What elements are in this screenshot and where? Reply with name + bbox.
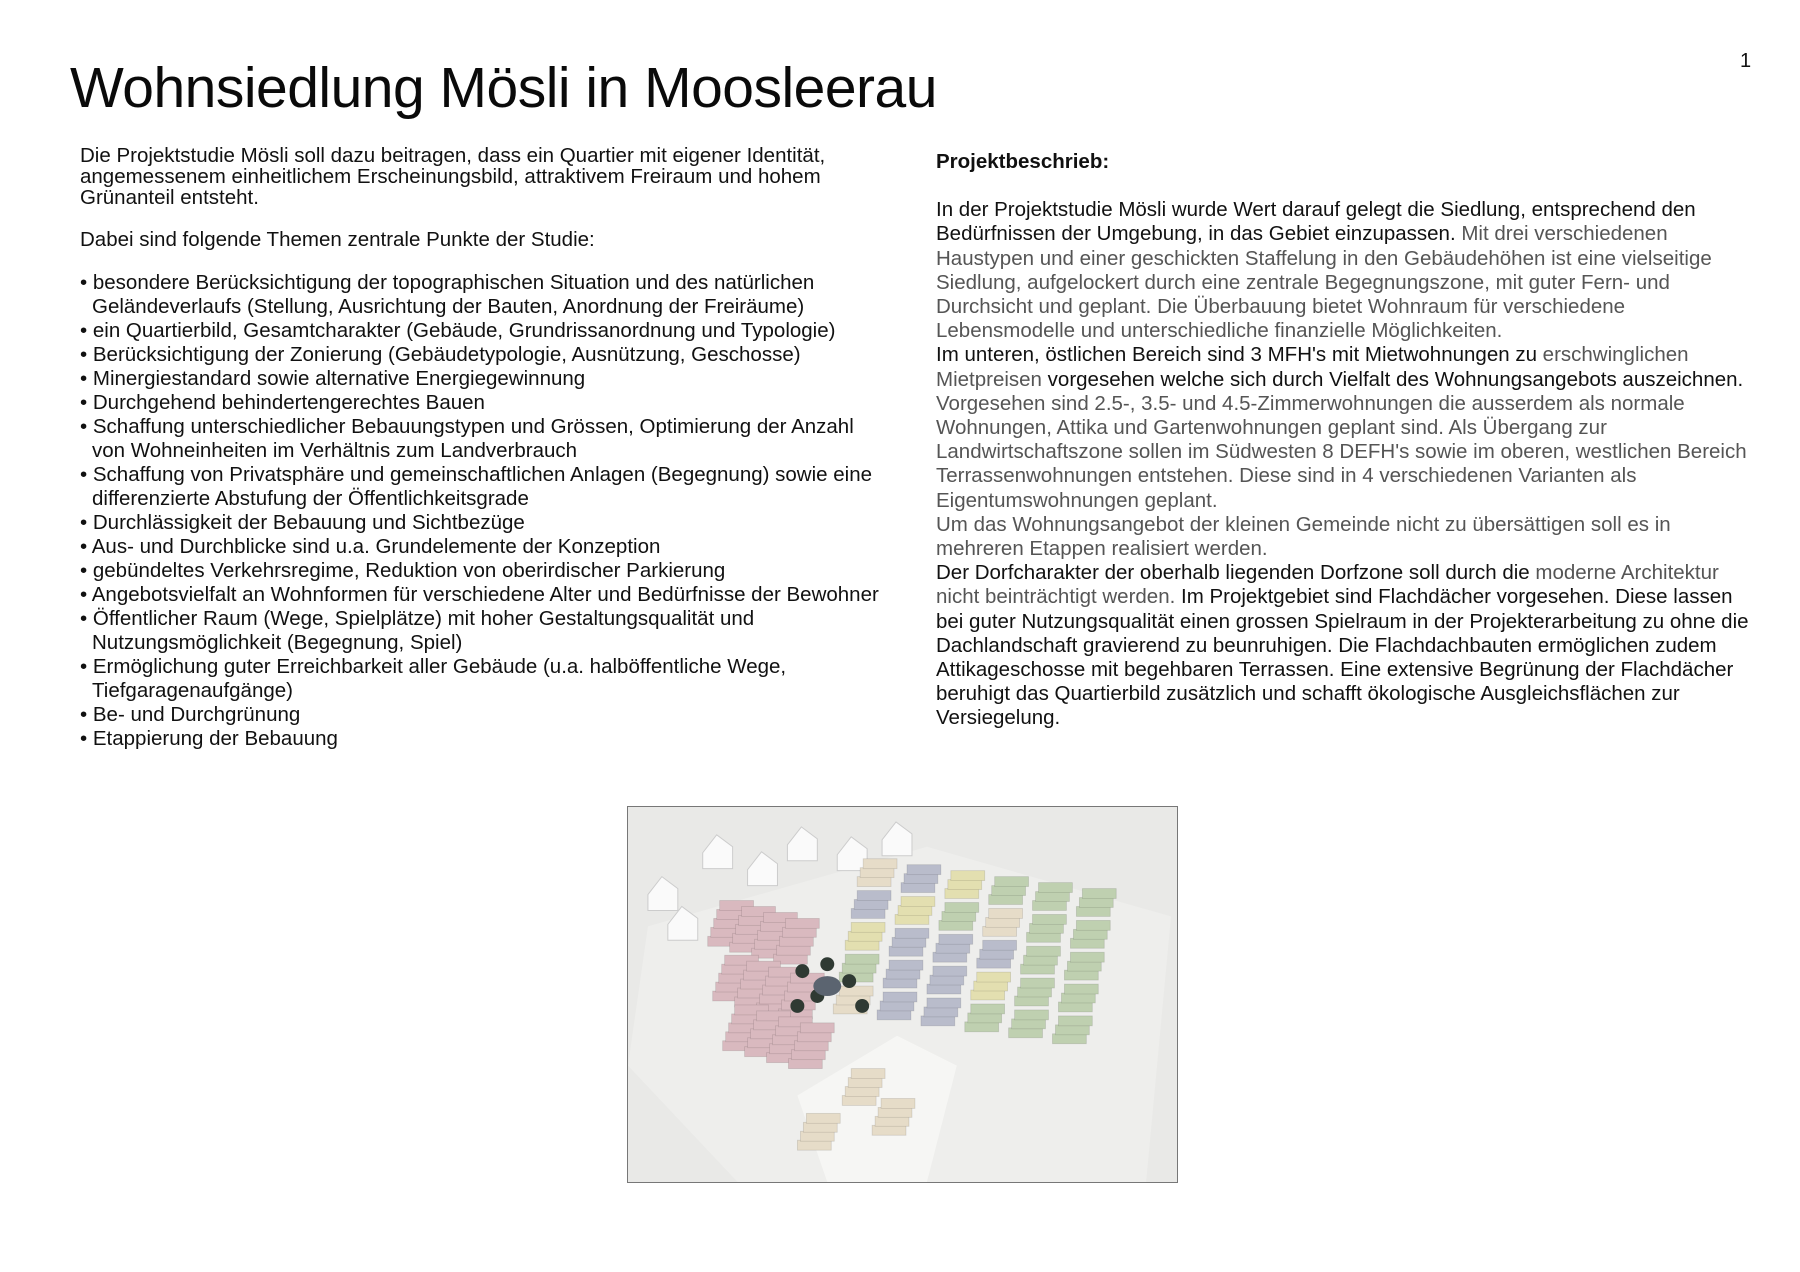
building-block <box>980 949 1014 959</box>
building-block <box>1055 1025 1089 1035</box>
building-block <box>851 1069 885 1079</box>
building-block <box>860 868 894 878</box>
project-description-heading: Projektbeschrieb: <box>936 150 1110 173</box>
theme-item: • besondere Berücksichtigung der topographischen Situation und des natürlichen Geländeverlaufs (Stellung, Ausrichtung der Bauten, Anordnung der Freiräume) <box>80 271 815 318</box>
building-block <box>945 902 979 912</box>
building-block <box>883 992 917 1002</box>
building-block <box>889 960 923 970</box>
building-block <box>854 900 888 910</box>
building-block <box>794 1041 828 1051</box>
building-block <box>895 914 929 924</box>
building-block <box>880 1001 914 1011</box>
building-block <box>933 966 967 976</box>
building-block <box>1018 987 1052 997</box>
building-block <box>951 871 985 881</box>
description-segment: erschwinglichen Mietpreisen <box>936 343 1689 391</box>
building-block <box>939 934 973 944</box>
theme-item: • Schaffung unterschiedlicher Bebauungstypen und Grössen, Optimierung der Anzahl von Wohneinheiten im Verhältnis zum Landverbrauch <box>80 415 854 462</box>
building-block <box>930 975 964 985</box>
theme-item: • gebündeltes Verkehrsregime, Reduktion von oberirdischer Parkierung <box>80 559 726 582</box>
building-block <box>977 958 1011 968</box>
building-block <box>898 905 932 915</box>
building-block <box>1021 964 1055 974</box>
building-block <box>1033 901 1067 911</box>
building-block <box>776 945 810 955</box>
description-segment: moderne Architektur nicht beinträchtigt werden. <box>936 561 1719 609</box>
theme-item: • Berücksichtigung der Zonierung (Gebäudetypologie, Ausnützung, Geschosse) <box>80 343 801 366</box>
building-block <box>788 1059 822 1069</box>
theme-item: • Be- und Durchgrünung <box>80 703 301 726</box>
building-block <box>983 940 1017 950</box>
themes-list <box>80 271 880 751</box>
building-block <box>1039 883 1073 893</box>
building-block <box>992 886 1026 896</box>
theme-item: • ein Quartierbild, Gesamtcharakter (Gebäude, Grundrissanordnung und Typologie) <box>80 319 836 342</box>
building-block <box>848 931 882 941</box>
tree <box>842 974 856 988</box>
building-block <box>968 1013 1002 1023</box>
building-block <box>797 1140 831 1150</box>
building-block <box>1064 984 1098 994</box>
building-block <box>977 972 1011 982</box>
building-block <box>803 1122 837 1132</box>
building-block <box>1064 970 1098 980</box>
building-block <box>924 1007 958 1017</box>
building-block <box>889 946 923 956</box>
building-block <box>797 1032 831 1042</box>
theme-item: • Durchlässigkeit der Bebauung und Sichtbezüge <box>80 511 525 534</box>
building-block <box>845 954 879 964</box>
building-block <box>1009 1028 1043 1038</box>
theme-item: • Angebotsvielfalt an Wohnformen für verschiedene Alter und Bedürfnisse der Bewohner <box>80 583 879 606</box>
building-block <box>857 877 891 887</box>
building-block <box>1033 914 1067 924</box>
building-block <box>1076 920 1110 930</box>
building-block <box>901 883 935 893</box>
building-block <box>1079 898 1113 908</box>
building-block <box>845 940 879 950</box>
themes-intro: Dabei sind folgende Themen zentrale Punkte der Studie: <box>80 228 595 251</box>
building-block <box>1015 996 1049 1006</box>
building-block <box>848 1078 882 1088</box>
building-block <box>857 891 891 901</box>
building-block <box>1076 906 1110 916</box>
building-block <box>839 986 873 996</box>
building-block <box>883 978 917 988</box>
building-block <box>863 859 897 869</box>
building-block <box>933 952 967 962</box>
building-block <box>845 1087 879 1097</box>
description-segment: Im unteren, östlichen Bereich sind 3 MFH's mit Mietwohnungen zu <box>936 343 1543 367</box>
building-block <box>800 1131 834 1141</box>
building-block <box>927 998 961 1008</box>
page-number: 1 <box>1740 50 1752 72</box>
building-block <box>971 990 1005 1000</box>
building-block <box>974 981 1008 991</box>
right-column <box>936 150 1756 731</box>
building-block <box>851 908 885 918</box>
building-block <box>1061 993 1095 1003</box>
description-segment: Mit drei verschiedenen Haustypen und einer geschickten Staffelung in den Gebäudehöhen ist eine vielseitige Siedlung, aufgelockert durch eine zentrale Begegnungszone, mit guter Fern- und Durchsicht und geplant. Die Überbauung bietet Wohnraum für verschiedene Lebensmodelle und unterschiedliche finanzielle Möglichkeiten. <box>936 222 1712 343</box>
description-segment: vorgesehen welche sich durch Vielfalt des Wohnungsangebots auszeichnen. <box>1047 367 1744 391</box>
building-block <box>791 1050 825 1060</box>
building-block <box>904 874 938 884</box>
description-segment: In der Projektstudie Mösli wurde Wert darauf gelegt die Siedlung, entsprechend den Bedürfnissen der Umgebung, in das Gebiet einzupassen. <box>936 198 1696 246</box>
tree <box>855 999 869 1013</box>
theme-item: • Öffentlicher Raum (Wege, Spielplätze) mit hoher Gestaltungsqualität und Nutzungsmöglichkeit (Begegnung, Spiel) <box>80 607 755 654</box>
building-block <box>779 936 813 946</box>
building-block <box>895 928 929 938</box>
building-block <box>901 897 935 907</box>
building-block <box>927 984 961 994</box>
building-block <box>886 969 920 979</box>
building-block <box>782 927 816 937</box>
building-block <box>872 1125 906 1135</box>
building-block <box>907 865 941 875</box>
building-block <box>1058 1002 1092 1012</box>
building-block <box>965 1022 999 1032</box>
building-block <box>1082 889 1116 899</box>
tree <box>795 964 809 978</box>
description-segment: Vorgesehen sind 2.5-, 3.5- und 4.5-Zimmerwohnungen die ausserdem als normale Wohnungen, Attika und Gartenwohnungen geplant sind. Als Übergang zur Landwirtschaftszone sollen im Südwesten 8 DEFH's sowie im oberen, westlichen Bereich Terrassenwohnungen entstehen. Diese sind in 4 verschiedenen Varianten als Eigentumswohnungen geplant. <box>936 391 1747 512</box>
building-block <box>875 1116 909 1126</box>
building-block <box>1058 1016 1092 1026</box>
building-block <box>948 880 982 890</box>
description-segment: Der Dorfcharakter der oberhalb liegenden Dorfzone soll durch die <box>936 561 1536 585</box>
project-description-text <box>936 198 1756 730</box>
building-block <box>1012 1019 1046 1029</box>
building-block <box>785 918 819 928</box>
building-block <box>989 908 1023 918</box>
building-block <box>1027 932 1061 942</box>
building-block <box>1036 892 1070 902</box>
theme-item: • Etappierung der Bebauung <box>80 727 338 750</box>
intro-paragraph: Die Projektstudie Mösli soll dazu beitragen, dass ein Quartier mit eigener Identität, angemessenem einheitlichem Erscheinungsbild, attraktivem Freiraum und hohem Grünanteil entsteht. <box>80 144 826 209</box>
left-column <box>80 145 880 751</box>
building-block <box>936 943 970 953</box>
building-block <box>851 922 885 932</box>
building-block <box>1027 946 1061 956</box>
theme-item: • Aus- und Durchblicke sind u.a. Grundelemente der Konzeption <box>80 535 661 558</box>
tree <box>790 999 804 1013</box>
theme-item: • Ermöglichung guter Erreichbarkeit aller Gebäude (u.a. halböffentliche Wege, Tiefgaragenaufgänge) <box>80 655 787 702</box>
building-block <box>1021 978 1055 988</box>
building-block <box>971 1004 1005 1014</box>
tree <box>820 957 834 971</box>
building-block <box>942 911 976 921</box>
building-block <box>892 937 926 947</box>
building-block <box>842 963 876 973</box>
theme-item: • Minergiestandard sowie alternative Energiegewinnung <box>80 367 586 390</box>
building-block <box>986 917 1020 927</box>
pond <box>813 976 841 996</box>
building-block <box>1052 1034 1086 1044</box>
building-block <box>1073 929 1107 939</box>
building-block <box>1070 952 1104 962</box>
building-block <box>995 877 1029 887</box>
building-block <box>877 1010 911 1020</box>
building-block <box>1070 938 1104 948</box>
building-block <box>842 1095 876 1105</box>
building-block <box>800 1023 834 1033</box>
building-block <box>921 1016 955 1026</box>
building-block <box>989 895 1023 905</box>
building-block <box>806 1113 840 1123</box>
theme-item: • Schaffung von Privatsphäre und gemeinschaftlichen Anlagen (Begegnung) sowie eine differenzierte Abstufung der Öffentlichkeitsgrade <box>80 463 873 510</box>
description-segment: Um das Wohnungsangebot der kleinen Gemeinde nicht zu übersättigen soll es in mehreren Etappen realisiert werden. <box>936 512 1671 561</box>
building-block <box>1015 1010 1049 1020</box>
building-block <box>878 1107 912 1117</box>
building-block <box>945 889 979 899</box>
building-block <box>1030 923 1064 933</box>
building-block <box>1024 955 1058 965</box>
site-model-illustration <box>628 807 1177 1182</box>
building-block <box>983 926 1017 936</box>
building-block <box>939 920 973 930</box>
building-block <box>881 1098 915 1108</box>
description-segment: Im Projektgebiet sind Flachdächer vorgesehen. Diese lassen bei guter Nutzungsqualität einen grossen Spielraum in der Projekterarbeitung zu ohne die Dachlandschaft gravierend zu beunruhigen. Die Flachdachbauten ermöglichen zudem Attikageschosse mit begehbaren Terrassen. Eine extensive Begrünung der Flachdächer beruhigt das Quartierbild zusätzlich und schafft ökologische Ausgleichsflächen zur Versiegelung. <box>936 585 1749 730</box>
site-model-photo <box>627 806 1178 1183</box>
building-block <box>1067 961 1101 971</box>
theme-item: • Durchgehend behindertengerechtes Bauen <box>80 391 485 414</box>
page-title: Wohnsiedlung Mösli in Moosleerau <box>70 56 937 120</box>
